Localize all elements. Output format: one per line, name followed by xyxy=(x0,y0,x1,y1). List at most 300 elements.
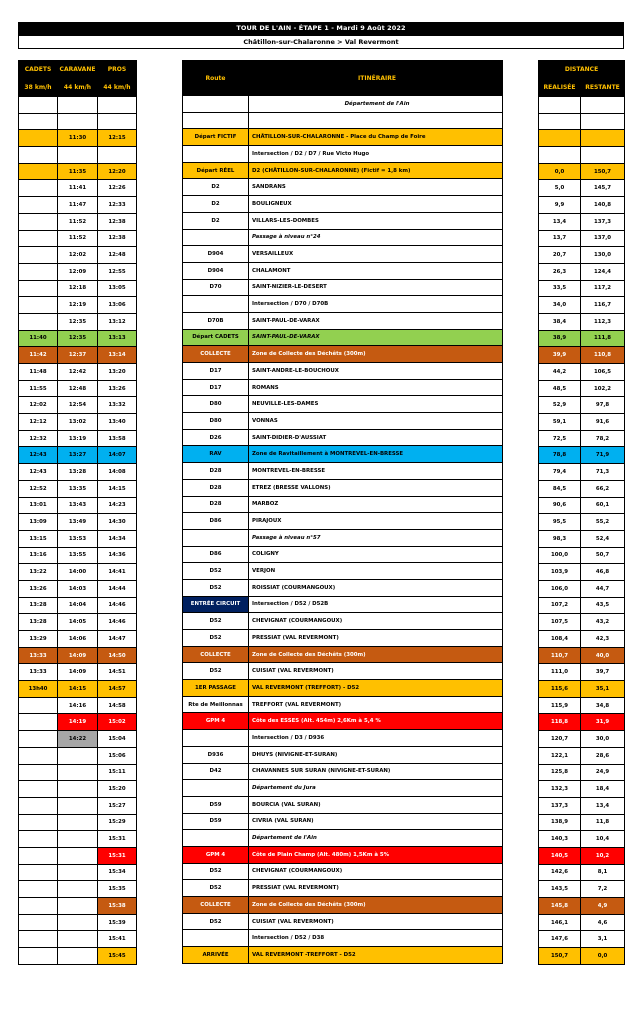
distance-remaining: 52,4 xyxy=(581,530,625,547)
pros-time: 13:58 xyxy=(98,430,137,447)
itinerary-cell: BOURCIA (VAL SURAN) xyxy=(249,796,503,813)
cadets-time xyxy=(19,898,58,915)
table-row xyxy=(183,663,503,680)
distance-remaining: 10,2 xyxy=(581,847,625,864)
caravane-time: 13:49 xyxy=(58,514,98,531)
distance-remaining: 0,0 xyxy=(581,948,625,965)
pros-time: 13:20 xyxy=(98,364,137,381)
caravane-time: 12:18 xyxy=(58,280,98,297)
table-row xyxy=(19,664,137,681)
cadets-time: 13:29 xyxy=(19,631,58,648)
cadets-time: 11:40 xyxy=(19,330,58,347)
caravane-time xyxy=(58,747,98,764)
caravane-time: 11:35 xyxy=(58,163,98,180)
route-cell: D59 xyxy=(183,813,249,830)
table-row xyxy=(19,130,137,147)
cadets-time: 13:16 xyxy=(19,547,58,564)
table-row xyxy=(19,430,137,447)
pros-time: 14:47 xyxy=(98,631,137,648)
caravane-time: 11:52 xyxy=(58,230,98,247)
itinerary-cell: MONTREVEL-EN-BRESSE xyxy=(249,463,503,480)
cadets-time xyxy=(19,697,58,714)
cadets-time xyxy=(19,847,58,864)
distance-done: 100,0 xyxy=(539,547,581,564)
distance-done: 78,8 xyxy=(539,447,581,464)
cadets-time: 13:33 xyxy=(19,647,58,664)
distance-done: 107,5 xyxy=(539,614,581,631)
pros-time: 13:14 xyxy=(98,347,137,364)
route-cell: D52 xyxy=(183,579,249,596)
distance-remaining: 66,2 xyxy=(581,480,625,497)
cadets-time: 11:42 xyxy=(19,347,58,364)
caravane-time xyxy=(58,764,98,781)
route-cell: D28 xyxy=(183,479,249,496)
distance-remaining: 137,3 xyxy=(581,213,625,230)
distance-remaining xyxy=(581,97,625,114)
caravane-time: 13:35 xyxy=(58,480,98,497)
distance-remaining xyxy=(581,113,625,130)
pros-time: 15:34 xyxy=(98,864,137,881)
caravane-time: 12:02 xyxy=(58,247,98,264)
itinerary-cell: VILLARS-LES-DOMBES xyxy=(249,212,503,229)
distance-remaining: 150,7 xyxy=(581,163,625,180)
table-row xyxy=(539,213,625,230)
distance-remaining: 124,4 xyxy=(581,263,625,280)
cadets-time xyxy=(19,714,58,731)
table-row xyxy=(539,831,625,848)
table-row xyxy=(183,830,503,847)
table-row xyxy=(19,397,137,414)
caravane-time: 12:54 xyxy=(58,397,98,414)
table-row xyxy=(19,647,137,664)
distance-remaining: 110,8 xyxy=(581,347,625,364)
route-cell: COLLECTE xyxy=(183,346,249,363)
cadets-time xyxy=(19,914,58,931)
page-subtitle: Châtillon-sur-Chalaronne > Val Revermont xyxy=(18,35,624,49)
table-row xyxy=(539,514,625,531)
table-row xyxy=(19,163,137,180)
table-row xyxy=(183,613,503,630)
cadets-time xyxy=(19,280,58,297)
table-row xyxy=(183,880,503,897)
table-row xyxy=(19,97,137,114)
table-row xyxy=(539,664,625,681)
route-cell xyxy=(183,96,249,113)
pros-time: 12:55 xyxy=(98,263,137,280)
distance-remaining: 117,2 xyxy=(581,280,625,297)
caravane-time: 14:04 xyxy=(58,597,98,614)
cadets-time: 13:01 xyxy=(19,497,58,514)
route-cell: D52 xyxy=(183,863,249,880)
itinerary-cell: PRESSIAT (VAL REVERMONT) xyxy=(249,630,503,647)
distance-remaining: 145,7 xyxy=(581,180,625,197)
pros-speed: 44 km/h xyxy=(98,79,137,97)
cadets-time: 13:28 xyxy=(19,597,58,614)
pros-time: 14:07 xyxy=(98,447,137,464)
itinerary-cell: VAL REVERMONT -TREFFORT - D52 xyxy=(249,947,503,964)
distance-remaining: 97,8 xyxy=(581,397,625,414)
distance-done: 122,1 xyxy=(539,747,581,764)
table-row xyxy=(539,847,625,864)
caravane-time: 12:35 xyxy=(58,330,98,347)
distance-done: 90,6 xyxy=(539,497,581,514)
page-title: TOUR DE L'AIN - ÉTAPE 1 - Mardi 9 Août 2022 xyxy=(18,22,624,35)
pros-time: 15:38 xyxy=(98,898,137,915)
itinerary-cell: DHUYS (NIVIGNE-ET-SURAN) xyxy=(249,746,503,763)
distance-done: 125,8 xyxy=(539,764,581,781)
table-row xyxy=(183,162,503,179)
distance-remaining: 30,0 xyxy=(581,731,625,748)
distance-done: 146,1 xyxy=(539,914,581,931)
table-row xyxy=(19,313,137,330)
table-row xyxy=(539,597,625,614)
table-row xyxy=(19,814,137,831)
route-cell: Départ FICTIF xyxy=(183,129,249,146)
table-row xyxy=(19,530,137,547)
pros-time: 12:20 xyxy=(98,163,137,180)
table-row xyxy=(539,464,625,481)
caravane-header: CARAVANE xyxy=(58,61,98,79)
table-row xyxy=(19,898,137,915)
table-row xyxy=(19,580,137,597)
route-cell: GPM 4 xyxy=(183,713,249,730)
itinerary-cell: VERSAILLEUX xyxy=(249,246,503,263)
table-row xyxy=(183,246,503,263)
route-cell: D28 xyxy=(183,463,249,480)
table-row xyxy=(539,313,625,330)
distance-done: 107,2 xyxy=(539,597,581,614)
itinerary-cell: Passage à niveau n°57 xyxy=(249,529,503,546)
caravane-time xyxy=(58,147,98,164)
distance-done xyxy=(539,130,581,147)
distance-remaining: 11,8 xyxy=(581,814,625,831)
itinerary-cell: ETREZ (BRESSE VALLONS) xyxy=(249,479,503,496)
table-row xyxy=(183,947,503,964)
distance-done: 138,9 xyxy=(539,814,581,831)
table-row xyxy=(183,212,503,229)
table-row xyxy=(539,864,625,881)
distance-remaining: 91,6 xyxy=(581,414,625,431)
pros-time: 14:51 xyxy=(98,664,137,681)
distance-done: 84,5 xyxy=(539,480,581,497)
cadets-time xyxy=(19,313,58,330)
distance-done: 44,2 xyxy=(539,364,581,381)
distance-done: 145,8 xyxy=(539,898,581,915)
route-cell xyxy=(183,296,249,313)
distance-remaining: 102,2 xyxy=(581,380,625,397)
distance-remaining: 4,9 xyxy=(581,898,625,915)
table-row xyxy=(183,680,503,697)
table-row xyxy=(539,180,625,197)
route-cell: D70 xyxy=(183,279,249,296)
table-row xyxy=(183,329,503,346)
caravane-time xyxy=(58,814,98,831)
caravane-time: 13:19 xyxy=(58,430,98,447)
distance-remaining: 39,7 xyxy=(581,664,625,681)
caravane-time: 13:02 xyxy=(58,414,98,431)
itinerary-cell: MARBOZ xyxy=(249,496,503,513)
distance-done: 0,0 xyxy=(539,163,581,180)
distance-done: 106,0 xyxy=(539,580,581,597)
itinerary-cell: CHALAMONT xyxy=(249,262,503,279)
distance-remaining: 60,1 xyxy=(581,497,625,514)
table-row xyxy=(19,564,137,581)
table-row xyxy=(183,913,503,930)
table-row xyxy=(19,697,137,714)
distance-remaining: 28,6 xyxy=(581,747,625,764)
table-row xyxy=(539,797,625,814)
table-row xyxy=(183,546,503,563)
table-row xyxy=(19,631,137,648)
route-cell xyxy=(183,229,249,246)
distance-done: 115,6 xyxy=(539,681,581,698)
route-cell: D86 xyxy=(183,513,249,530)
caravane-time xyxy=(58,881,98,898)
itinerary-cell: Département de l'Ain xyxy=(249,96,503,113)
distance-done: 150,7 xyxy=(539,948,581,965)
pros-time: 15:31 xyxy=(98,831,137,848)
table-row xyxy=(183,312,503,329)
table-row xyxy=(19,364,137,381)
route-cell: D80 xyxy=(183,396,249,413)
cadets-time xyxy=(19,213,58,230)
caravane-time: 11:52 xyxy=(58,213,98,230)
table-row xyxy=(19,497,137,514)
distance-remaining: 13,4 xyxy=(581,797,625,814)
route-cell xyxy=(183,930,249,947)
caravane-time: 13:53 xyxy=(58,530,98,547)
table-row xyxy=(539,247,625,264)
table-row xyxy=(19,447,137,464)
itinerary-cell: TREFFORT (VAL REVERMONT) xyxy=(249,696,503,713)
distance-done: 103,9 xyxy=(539,564,581,581)
table-row xyxy=(183,179,503,196)
table-row xyxy=(183,897,503,914)
route-cell xyxy=(183,830,249,847)
table-row xyxy=(183,813,503,830)
table-row xyxy=(19,864,137,881)
distance-done: 26,3 xyxy=(539,263,581,280)
table-row xyxy=(539,714,625,731)
itinerary-cell: VERJON xyxy=(249,563,503,580)
itinerary-cell: CIVRIA (VAL SURAN) xyxy=(249,813,503,830)
route-cell xyxy=(183,780,249,797)
table-row xyxy=(539,230,625,247)
distance-done: 118,8 xyxy=(539,714,581,731)
caravane-time: 12:09 xyxy=(58,263,98,280)
table-row xyxy=(183,379,503,396)
table-row xyxy=(183,796,503,813)
table-row xyxy=(183,296,503,313)
pros-time xyxy=(98,97,137,114)
table-row xyxy=(183,413,503,430)
table-row xyxy=(539,297,625,314)
pros-time: 13:32 xyxy=(98,397,137,414)
cadets-time xyxy=(19,230,58,247)
caravane-time: 14:00 xyxy=(58,564,98,581)
caravane-time: 14:22 xyxy=(58,731,98,748)
distance-done: 38,4 xyxy=(539,313,581,330)
table-row xyxy=(183,129,503,146)
table-row xyxy=(539,197,625,214)
table-row xyxy=(539,380,625,397)
pros-time: 14:08 xyxy=(98,464,137,481)
cadets-time xyxy=(19,297,58,314)
cadets-time xyxy=(19,247,58,264)
caravane-time: 14:09 xyxy=(58,664,98,681)
table-row xyxy=(539,931,625,948)
table-row xyxy=(183,229,503,246)
distance-done: 13,4 xyxy=(539,213,581,230)
table-row xyxy=(183,746,503,763)
distance-remaining: 10,4 xyxy=(581,831,625,848)
table-row xyxy=(539,130,625,147)
cadets-time xyxy=(19,864,58,881)
table-row xyxy=(19,881,137,898)
pros-time: 14:34 xyxy=(98,530,137,547)
pros-time: 15:41 xyxy=(98,931,137,948)
distance-remaining xyxy=(581,147,625,164)
distance-done: 39,9 xyxy=(539,347,581,364)
table-row xyxy=(539,447,625,464)
table-row xyxy=(539,330,625,347)
distance-remaining: 71,9 xyxy=(581,447,625,464)
cadets-time xyxy=(19,163,58,180)
distance-done: 38,9 xyxy=(539,330,581,347)
table-row xyxy=(19,230,137,247)
itinerary-cell: SAINT-DIDIER-D'AUSSIAT xyxy=(249,429,503,446)
cadets-speed: 38 km/h xyxy=(19,79,58,97)
pros-time: 14:15 xyxy=(98,480,137,497)
itinerary-cell: SAINT-NIZIER-LE-DESERT xyxy=(249,279,503,296)
caravane-time: 14:06 xyxy=(58,631,98,648)
itinerary-cell: BOULIGNEUX xyxy=(249,196,503,213)
caravane-speed: 44 km/h xyxy=(58,79,98,97)
table-row xyxy=(539,347,625,364)
distance-done: 111,0 xyxy=(539,664,581,681)
pros-time: 15:29 xyxy=(98,814,137,831)
caravane-time: 14:05 xyxy=(58,614,98,631)
pros-time: 14:30 xyxy=(98,514,137,531)
table-row xyxy=(19,280,137,297)
distance-done: 140,5 xyxy=(539,847,581,864)
table-row xyxy=(183,596,503,613)
distance-done: 120,7 xyxy=(539,731,581,748)
table-row xyxy=(183,196,503,213)
table-row xyxy=(19,714,137,731)
caravane-time xyxy=(58,931,98,948)
pros-time: 13:13 xyxy=(98,330,137,347)
caravane-time: 11:30 xyxy=(58,130,98,147)
cadets-time: 13h40 xyxy=(19,681,58,698)
table-row xyxy=(183,463,503,480)
route-cell: D2 xyxy=(183,179,249,196)
route-cell: D2 xyxy=(183,196,249,213)
table-row xyxy=(539,747,625,764)
cadets-time: 12:02 xyxy=(19,397,58,414)
table-row xyxy=(19,614,137,631)
route-cell: D52 xyxy=(183,630,249,647)
table-row xyxy=(19,113,137,130)
cadets-time: 13:09 xyxy=(19,514,58,531)
pros-time: 15:04 xyxy=(98,731,137,748)
distance-done xyxy=(539,97,581,114)
table-row xyxy=(539,263,625,280)
route-cell xyxy=(183,112,249,129)
route-cell: D936 xyxy=(183,746,249,763)
caravane-time: 13:27 xyxy=(58,447,98,464)
table-row xyxy=(539,113,625,130)
table-row xyxy=(539,147,625,164)
distance-remaining: 106,5 xyxy=(581,364,625,381)
distance-done: 137,3 xyxy=(539,797,581,814)
route-cell: RAV xyxy=(183,446,249,463)
route-cell: D52 xyxy=(183,663,249,680)
itinerary-cell: Passage à niveau n°24 xyxy=(249,229,503,246)
pros-time: 14:41 xyxy=(98,564,137,581)
route-cell: D904 xyxy=(183,262,249,279)
table-row xyxy=(539,163,625,180)
route-cell: Rte de Meillonnas xyxy=(183,696,249,713)
route-cell: ARRIVÉE xyxy=(183,947,249,964)
itinerary-cell: ROMANS xyxy=(249,379,503,396)
distance-remaining: 116,7 xyxy=(581,297,625,314)
pros-time: 15:31 xyxy=(98,847,137,864)
table-row xyxy=(19,831,137,848)
route-cell: D80 xyxy=(183,413,249,430)
cadets-time xyxy=(19,197,58,214)
distance-done: 48,5 xyxy=(539,380,581,397)
cadets-time xyxy=(19,747,58,764)
table-row xyxy=(19,731,137,748)
distance-remaining: 31,9 xyxy=(581,714,625,731)
route-cell: Départ RÉEL xyxy=(183,162,249,179)
cadets-time: 12:32 xyxy=(19,430,58,447)
pros-time xyxy=(98,147,137,164)
times-table xyxy=(18,60,137,965)
route-cell: D2 xyxy=(183,212,249,229)
table-row xyxy=(183,513,503,530)
table-row xyxy=(183,363,503,380)
table-row xyxy=(183,96,503,113)
route-cell: D26 xyxy=(183,429,249,446)
caravane-time xyxy=(58,113,98,130)
cadets-time xyxy=(19,764,58,781)
table-row xyxy=(539,397,625,414)
caravane-time xyxy=(58,914,98,931)
itinerary-cell: CHEVIGNAT (COURMANGOUX) xyxy=(249,863,503,880)
distance-remaining: 44,7 xyxy=(581,580,625,597)
table-row xyxy=(19,380,137,397)
route-cell: D70B xyxy=(183,312,249,329)
cadets-time xyxy=(19,797,58,814)
pros-time: 12:38 xyxy=(98,213,137,230)
table-row xyxy=(183,696,503,713)
table-row xyxy=(19,797,137,814)
route-cell: D28 xyxy=(183,496,249,513)
table-row xyxy=(19,847,137,864)
table-row xyxy=(19,480,137,497)
cadets-time: 13:28 xyxy=(19,614,58,631)
table-row xyxy=(183,780,503,797)
table-row xyxy=(19,330,137,347)
itinerary-cell: SAINT-PAUL-DE-VARAX xyxy=(249,329,503,346)
route-cell: D17 xyxy=(183,363,249,380)
table-row xyxy=(19,414,137,431)
caravane-time: 13:43 xyxy=(58,497,98,514)
table-row xyxy=(539,364,625,381)
cadets-time xyxy=(19,781,58,798)
